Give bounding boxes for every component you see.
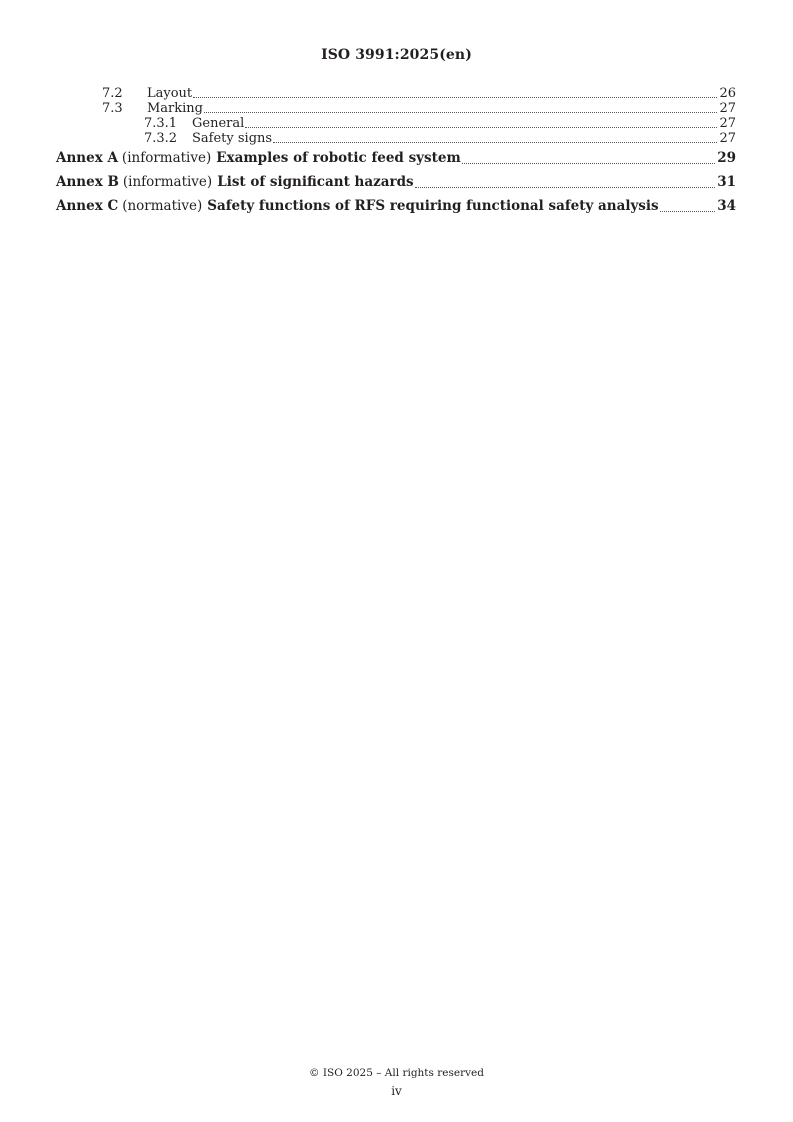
toc-entry-page: 27 <box>719 116 736 131</box>
toc-entry-page: 34 <box>717 198 736 214</box>
dot-leader <box>204 112 717 113</box>
toc-entry-page: 31 <box>717 174 736 190</box>
toc-annex-a[interactable] <box>56 150 736 167</box>
annex-label: Annex A <box>56 150 118 166</box>
toc-entry-page: 27 <box>719 131 736 146</box>
toc-entry-7-3[interactable] <box>56 101 736 116</box>
annex-title: Examples of robotic feed system <box>216 150 461 166</box>
annex-label: Annex B <box>56 174 119 190</box>
toc-annex-c[interactable] <box>56 198 736 215</box>
document-header: ISO 3991:2025(en) <box>321 47 472 63</box>
annex-title: List of significant hazards <box>217 174 414 190</box>
table-of-contents <box>56 86 736 215</box>
annex-title: Safety functions of RFS requiring functional safety analysis <box>207 198 659 214</box>
toc-entry-title: Safety signs <box>192 131 273 146</box>
toc-entry-title: General <box>192 116 245 131</box>
annex-type: (informative) <box>121 150 212 166</box>
dot-leader <box>245 127 717 128</box>
toc-entry-number: 7.2 <box>102 86 123 101</box>
toc-entry-number: 7.3 <box>102 101 123 116</box>
annex-type: (informative) <box>122 174 213 190</box>
toc-entry-title: Marking <box>147 101 204 116</box>
dot-leader <box>415 187 716 188</box>
toc-entry-page: 29 <box>717 150 736 166</box>
toc-entry-number: 7.3.1 <box>144 116 178 131</box>
toc-annex-b[interactable] <box>56 174 736 191</box>
annex-label: Annex C <box>56 198 119 214</box>
toc-entry-page: 26 <box>719 86 736 101</box>
toc-entry-page: 27 <box>719 101 736 116</box>
toc-entry-7-3-2[interactable] <box>56 131 736 146</box>
footer-page-number: iv <box>391 1084 402 1098</box>
dot-leader <box>193 97 717 98</box>
toc-entry-number: 7.3.2 <box>144 131 178 146</box>
dot-leader <box>462 163 715 164</box>
toc-entry-7-2[interactable] <box>56 86 736 101</box>
dot-leader <box>660 211 716 212</box>
annex-type: (normative) <box>122 198 203 214</box>
footer-copyright: © ISO 2025 – All rights reserved <box>309 1067 484 1079</box>
toc-entry-title: Layout <box>147 86 193 101</box>
dot-leader <box>273 142 717 143</box>
toc-entry-7-3-1[interactable] <box>56 116 736 131</box>
